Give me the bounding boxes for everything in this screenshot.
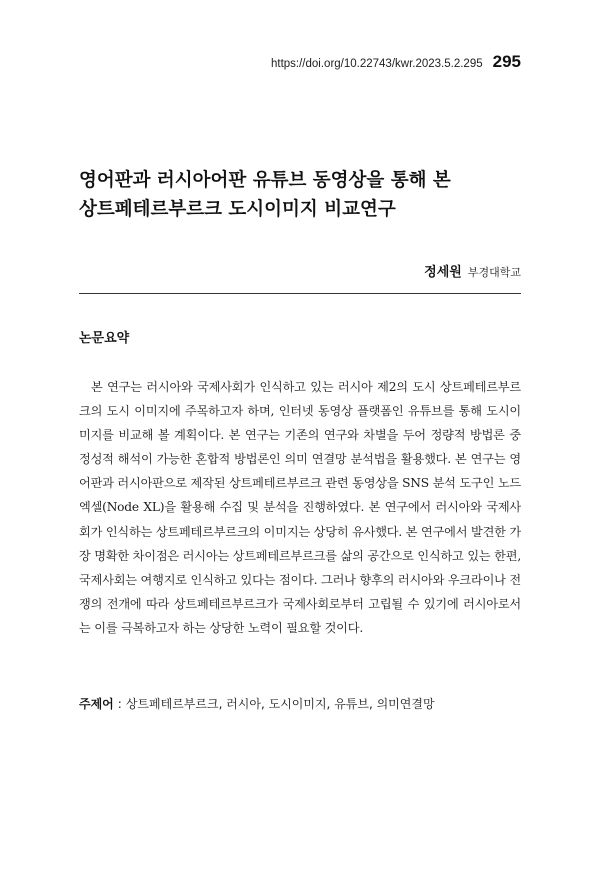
author-name: 정세원 <box>424 265 462 280</box>
author-line <box>424 261 521 280</box>
page-number: 295 <box>492 52 521 71</box>
keywords-list: 상트페테르부르크, 러시아, 도시이미지, 유튜브, 의미연결망 <box>125 697 435 711</box>
paper-title <box>79 166 529 224</box>
abstract-heading: 논문요약 <box>79 331 130 346</box>
divider <box>79 293 521 294</box>
title-line-1: 영어판과 러시아어판 유튜브 동영상을 통해 본 <box>79 170 451 191</box>
author-affiliation: 부경대학교 <box>467 266 521 279</box>
page-header <box>271 52 521 72</box>
keywords <box>79 695 521 712</box>
keywords-separator: : <box>117 697 122 711</box>
abstract-body: 본 연구는 러시아와 국제사회가 인식하고 있는 러시아 제2의 도시 상트페테르부르크의 도시 이미지에 주목하고자 하며, 인터넷 동영상 플랫폼인 유튜브를 통해 도시이미지를 비교해 볼 계획이다. 본 연구는 기존의 연구와 차별을 두어 정량적 방법론 중 정성적 해석이 가능한 혼합적 방법론인 의미 연결망 분석법을 활용했다. 본 연구는 영어판과 러시아판으로 제작된 상트페테르부르크 관련 동영상을 SNS 분석 도구인 노드엑셀(Node XL)을 활용해 수집 및 분석을 진행하였다. 본 연구에서 러시아와 국제사회가 인식하는 상트페테르부르크의 이미지는 상당히 유사했다. 본 연구에서 발견한 가장 명확한 차이점은 러시아는 상트페테르부르크를 삶의 공간으로 인식하고 있는 한편, 국제사회는 여행지로 인식하고 있다는 점이다. 그러나 향후의 러시아와 우크라이나 전쟁의 전개에 따라 상트페테르부르크가 국제사회로부터 고립될 수 있기에 러시아로서는 이를 극복하고자 하는 상당한 노력이 필요할 것이다. <box>79 380 521 635</box>
title-line-2: 상트페테르부르크 도시이미지 비교연구 <box>79 199 396 220</box>
keywords-label: 주제어 <box>79 697 114 711</box>
doi-link[interactable]: https://doi.org/10.22743/kwr.2023.5.2.295 <box>270 58 483 70</box>
